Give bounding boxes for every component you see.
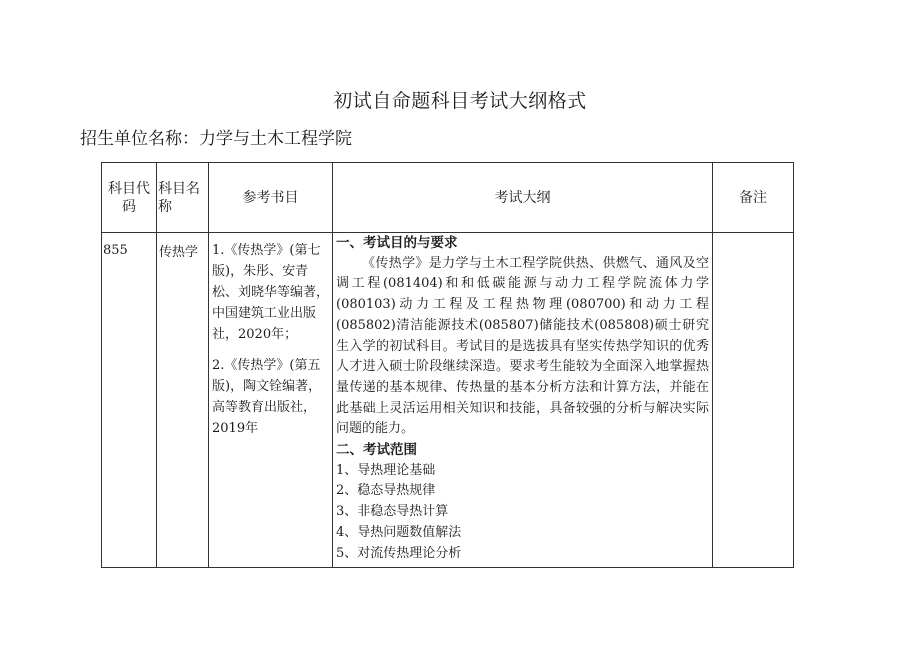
subject-name: 传热学 — [159, 245, 199, 260]
table-row — [102, 233, 794, 568]
section1-text: 《传热学》是力学与土木工程学院供热、供燃气、通风及空调工程(081404)和和低碳能源与动力工程学院流体力学(080103)动力工程及工程热物理(080700)和动力工程(085802)清洁能源技术(085807)储能技术(085808)硕士研究生入学的初试科目。考试目的是选拔具有坚实传热学知识的优秀人才进入硕士阶段继续深造。要求考生能较为全面深入地掌握热量传递的基本规律、传热量的基本分析方法和计算方法，并能在此基础上灵活运用相关知识和技能，具备较强的分析与解决实际问题的能力。 — [336, 255, 709, 437]
list-item: 1、导热理论基础 — [336, 462, 436, 478]
header-subject-name: 科目名称 — [157, 163, 209, 233]
list-item: 2、稳态导热规律 — [336, 483, 436, 499]
section2-heading: 二、考试范围 — [336, 442, 417, 459]
subject-code-cell — [102, 233, 157, 568]
document-title: 初试自命题科目考试大纲格式 — [333, 90, 587, 112]
reference-book-2: 2.《传热学》(第五版)，陶文铨编著，高等教育出版社，2019年 — [212, 358, 322, 436]
unit-name-line: 招生单位名称：力学与土木工程学院 — [80, 129, 352, 149]
subject-name-cell — [157, 233, 209, 568]
exam-outline-cell — [333, 233, 713, 568]
list-item: 4、导热问题数值解法 — [336, 524, 462, 540]
header-subject-code: 科目代码 — [102, 163, 157, 233]
notes-cell — [713, 233, 794, 568]
exam-outline-table — [101, 162, 794, 568]
header-notes: 备注 — [713, 163, 794, 233]
reference-books-cell — [209, 233, 333, 568]
list-item: 5、对流传热理论分析 — [336, 545, 462, 561]
subject-code: 855 — [103, 243, 128, 258]
section1-heading: 一、考试目的与要求 — [336, 235, 458, 251]
header-exam-outline: 考试大纲 — [333, 163, 713, 233]
reference-book-1: 1.《传热学》(第七版)，朱彤、安青松、刘晓华等编著，中国建筑工业出版社，2020年； — [212, 243, 330, 342]
header-reference-books: 参考书目 — [209, 163, 333, 233]
list-item: 3、非稳态导热计算 — [336, 504, 449, 520]
header-row — [102, 163, 794, 233]
